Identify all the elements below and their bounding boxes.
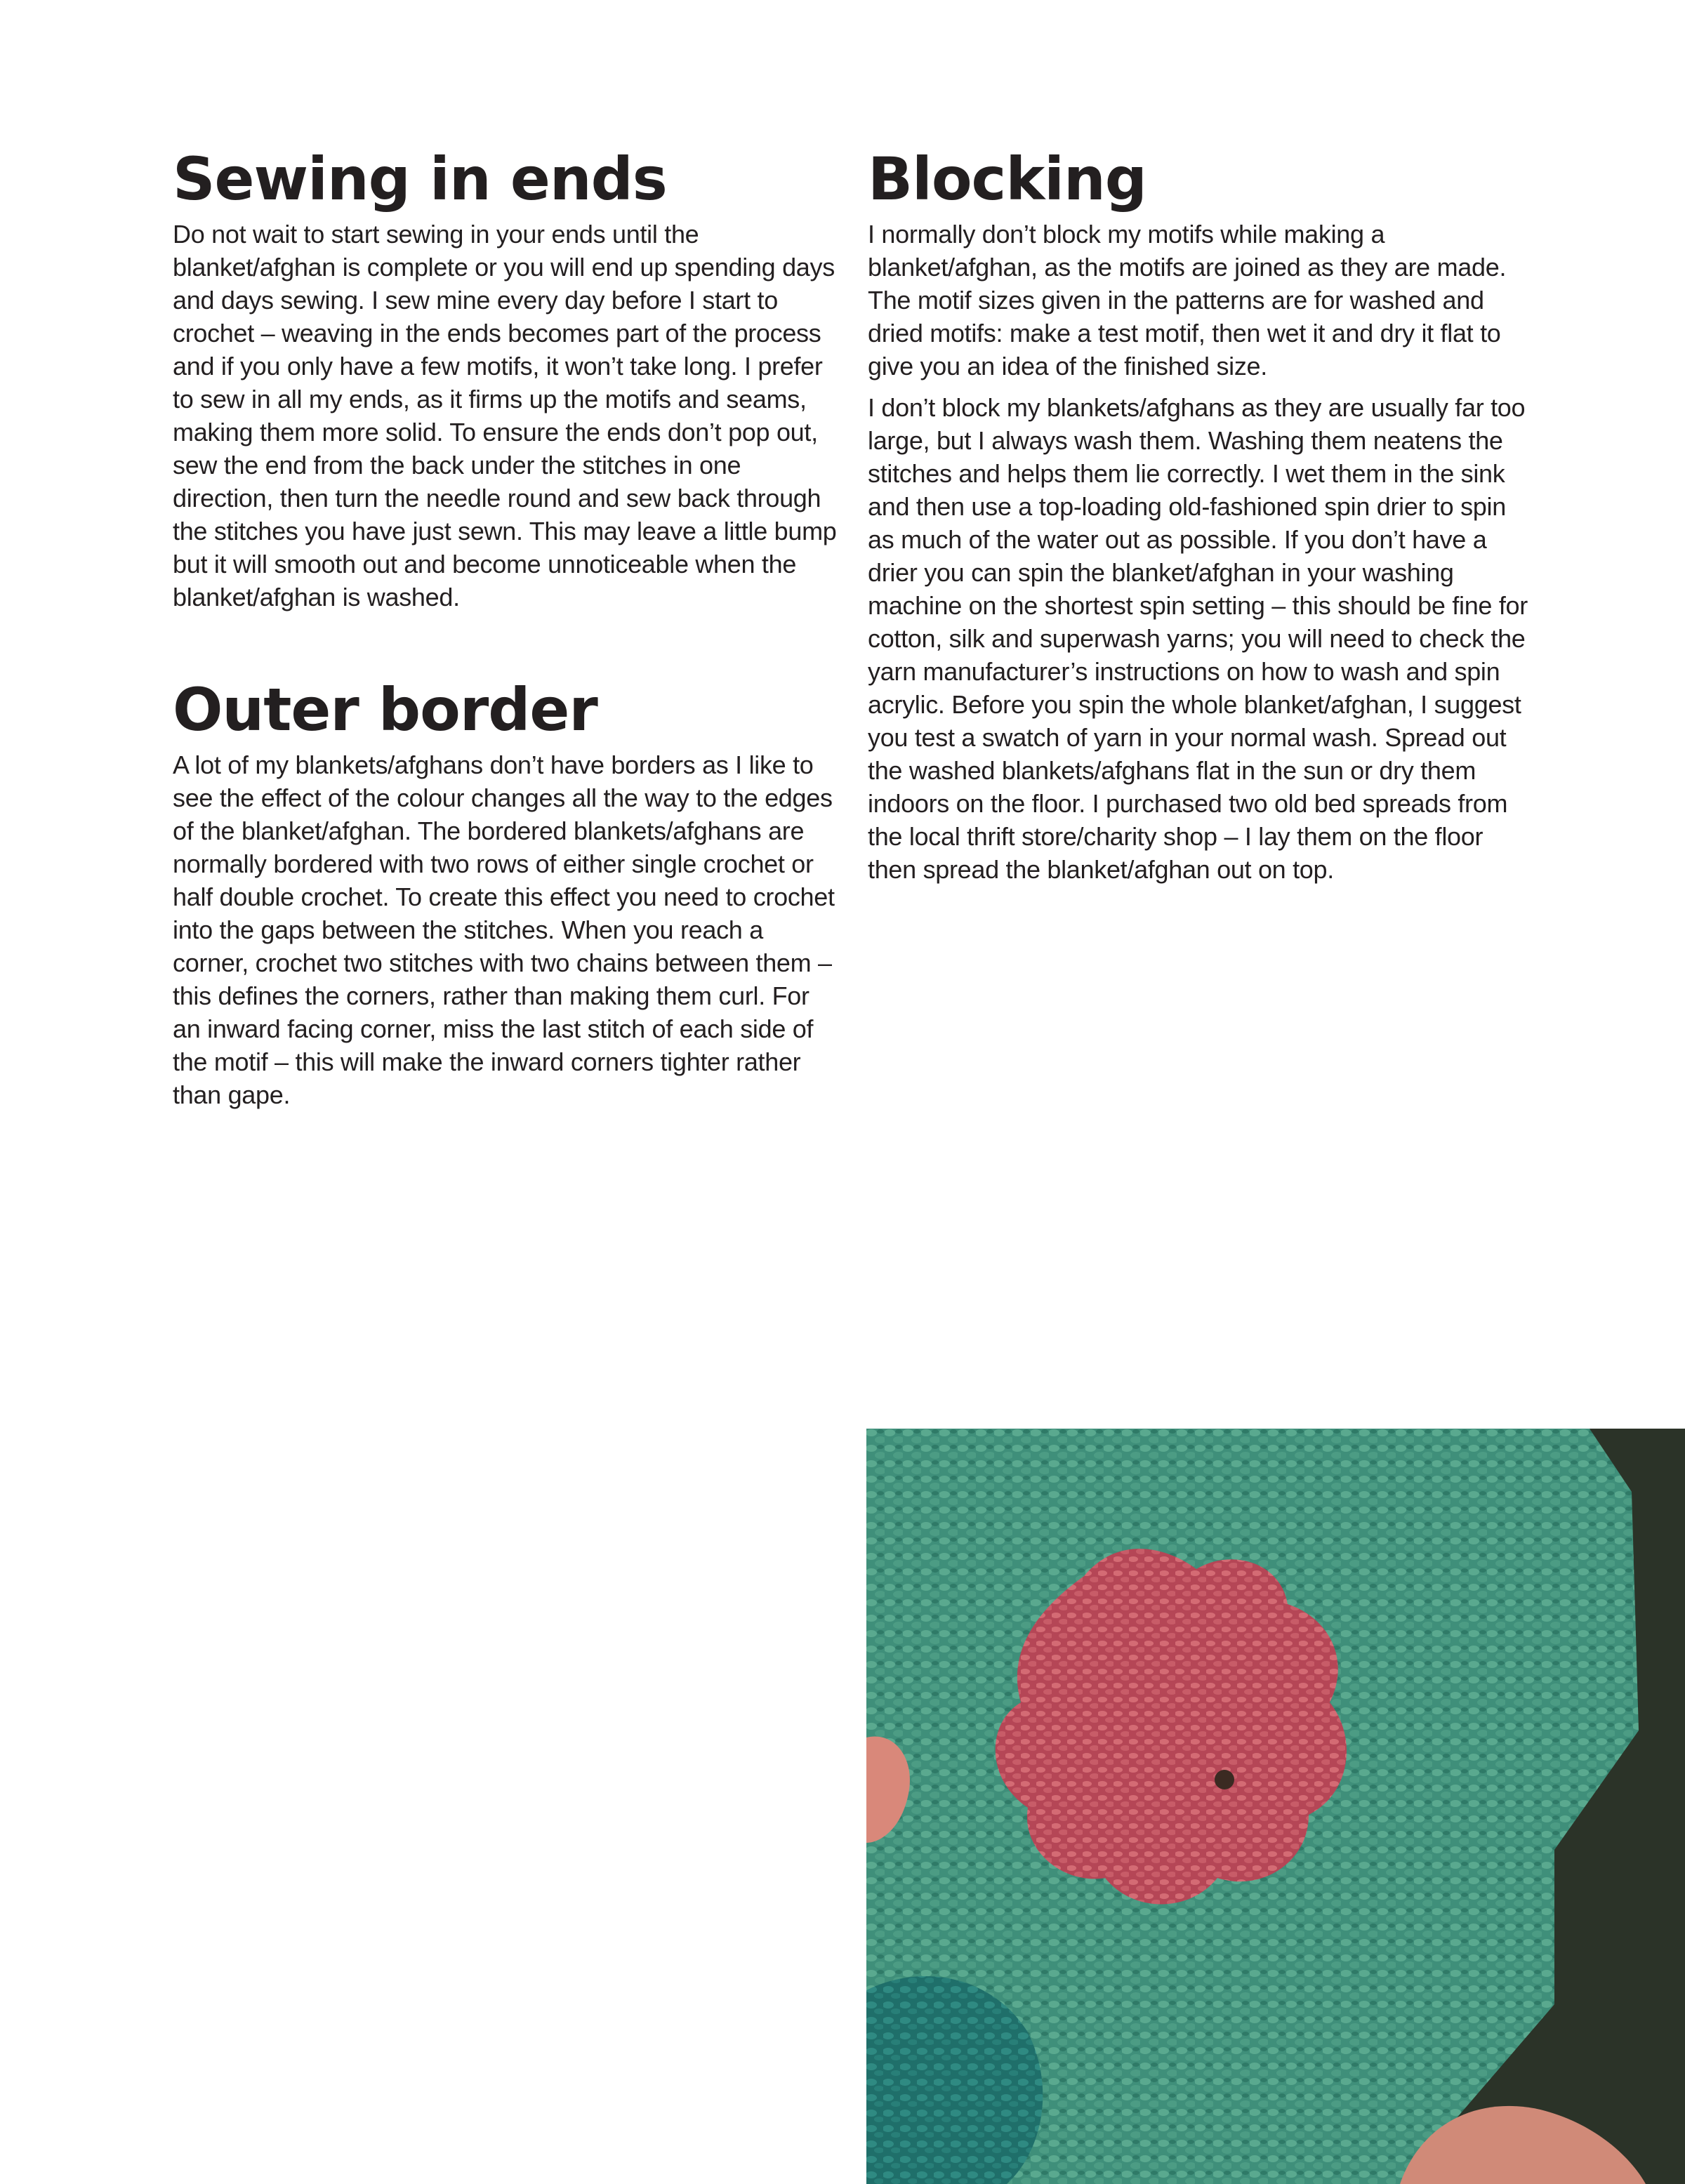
blocking-heading: Blocking: [868, 145, 1147, 213]
right-column: [868, 140, 1535, 886]
crochet-motif-illustration: [866, 1429, 1685, 2184]
left-column: [173, 140, 840, 1111]
border-body: A lot of my blankets/afghans don’t have borders as I like to see the effect of the colour changes all the way to the edges of the blanket/afghan. The bordered blankets/afghans are normally bordered with two rows of either single crochet or half double crochet. To create this effect you need to crochet into the gaps between the stitches. When you reach a corner, crochet two stitches with two chains between them – this defines the corners, rather than making them curl. For an inward facing corner, miss the last stitch of each side of the motif – this will make the inward corners tighter rather than gape.: [173, 750, 835, 1109]
sewing-body: Do not wait to start sewing in your ends until the blanket/afghan is complete or you will end up spending days and days sewing. I sew mine every day before I start to crochet – weaving in the ends becomes part of the process and if you only have a few motifs, it won’t take long. I prefer to sew in all my ends, as it firms up the motifs and seams, making them more solid. To ensure the ends don’t pop out, sew the end from the back under the stitches in one direction, then turn the needle round and sew back through the stitches you have just sewn. This may leave a little bump but it will smooth out and become unnoticeable when the blanket/afghan is washed.: [173, 220, 837, 611]
border-section: [173, 671, 840, 1111]
crochet-motif-photo: [866, 1429, 1685, 2184]
sewing-heading: Sewing in ends: [173, 145, 667, 213]
blocking-paragraph-1: I normally don’t block my motifs while making a blanket/afghan, as the motifs are joined as they are made. The motif sizes given in the patterns are for washed and dried motifs: make a test motif, then wet it and dry it flat to give you an idea of the finished size.: [868, 220, 1507, 380]
border-heading: Outer border: [173, 675, 597, 744]
blocking-paragraph-2: I don’t block my blankets/afghans as they are usually far too large, but I always wash them. Washing them neatens the stitches and helps them lie correctly. I wet them in the sink and then use a top-loading old-fashioned spin drier to spin as much of the water out as possible. If you don’t have a drier you can spin the blanket/afghan in your washing machine on the shortest spin setting – this should be fine for cotton, silk and superwash yarns; you will need to check the yarn manufacturer’s instructions on how to wash and spin acrylic. Before you spin the whole blanket/afghan, I suggest you test a swatch of yarn in your normal wash. Spread out the washed blankets/afghans flat in the sun or dry them indoors on the floor. I purchased two old bed spreads from the local thrift store/charity shop – I lay them on the floor then spread the blanket/afghan out on top.: [868, 393, 1528, 884]
